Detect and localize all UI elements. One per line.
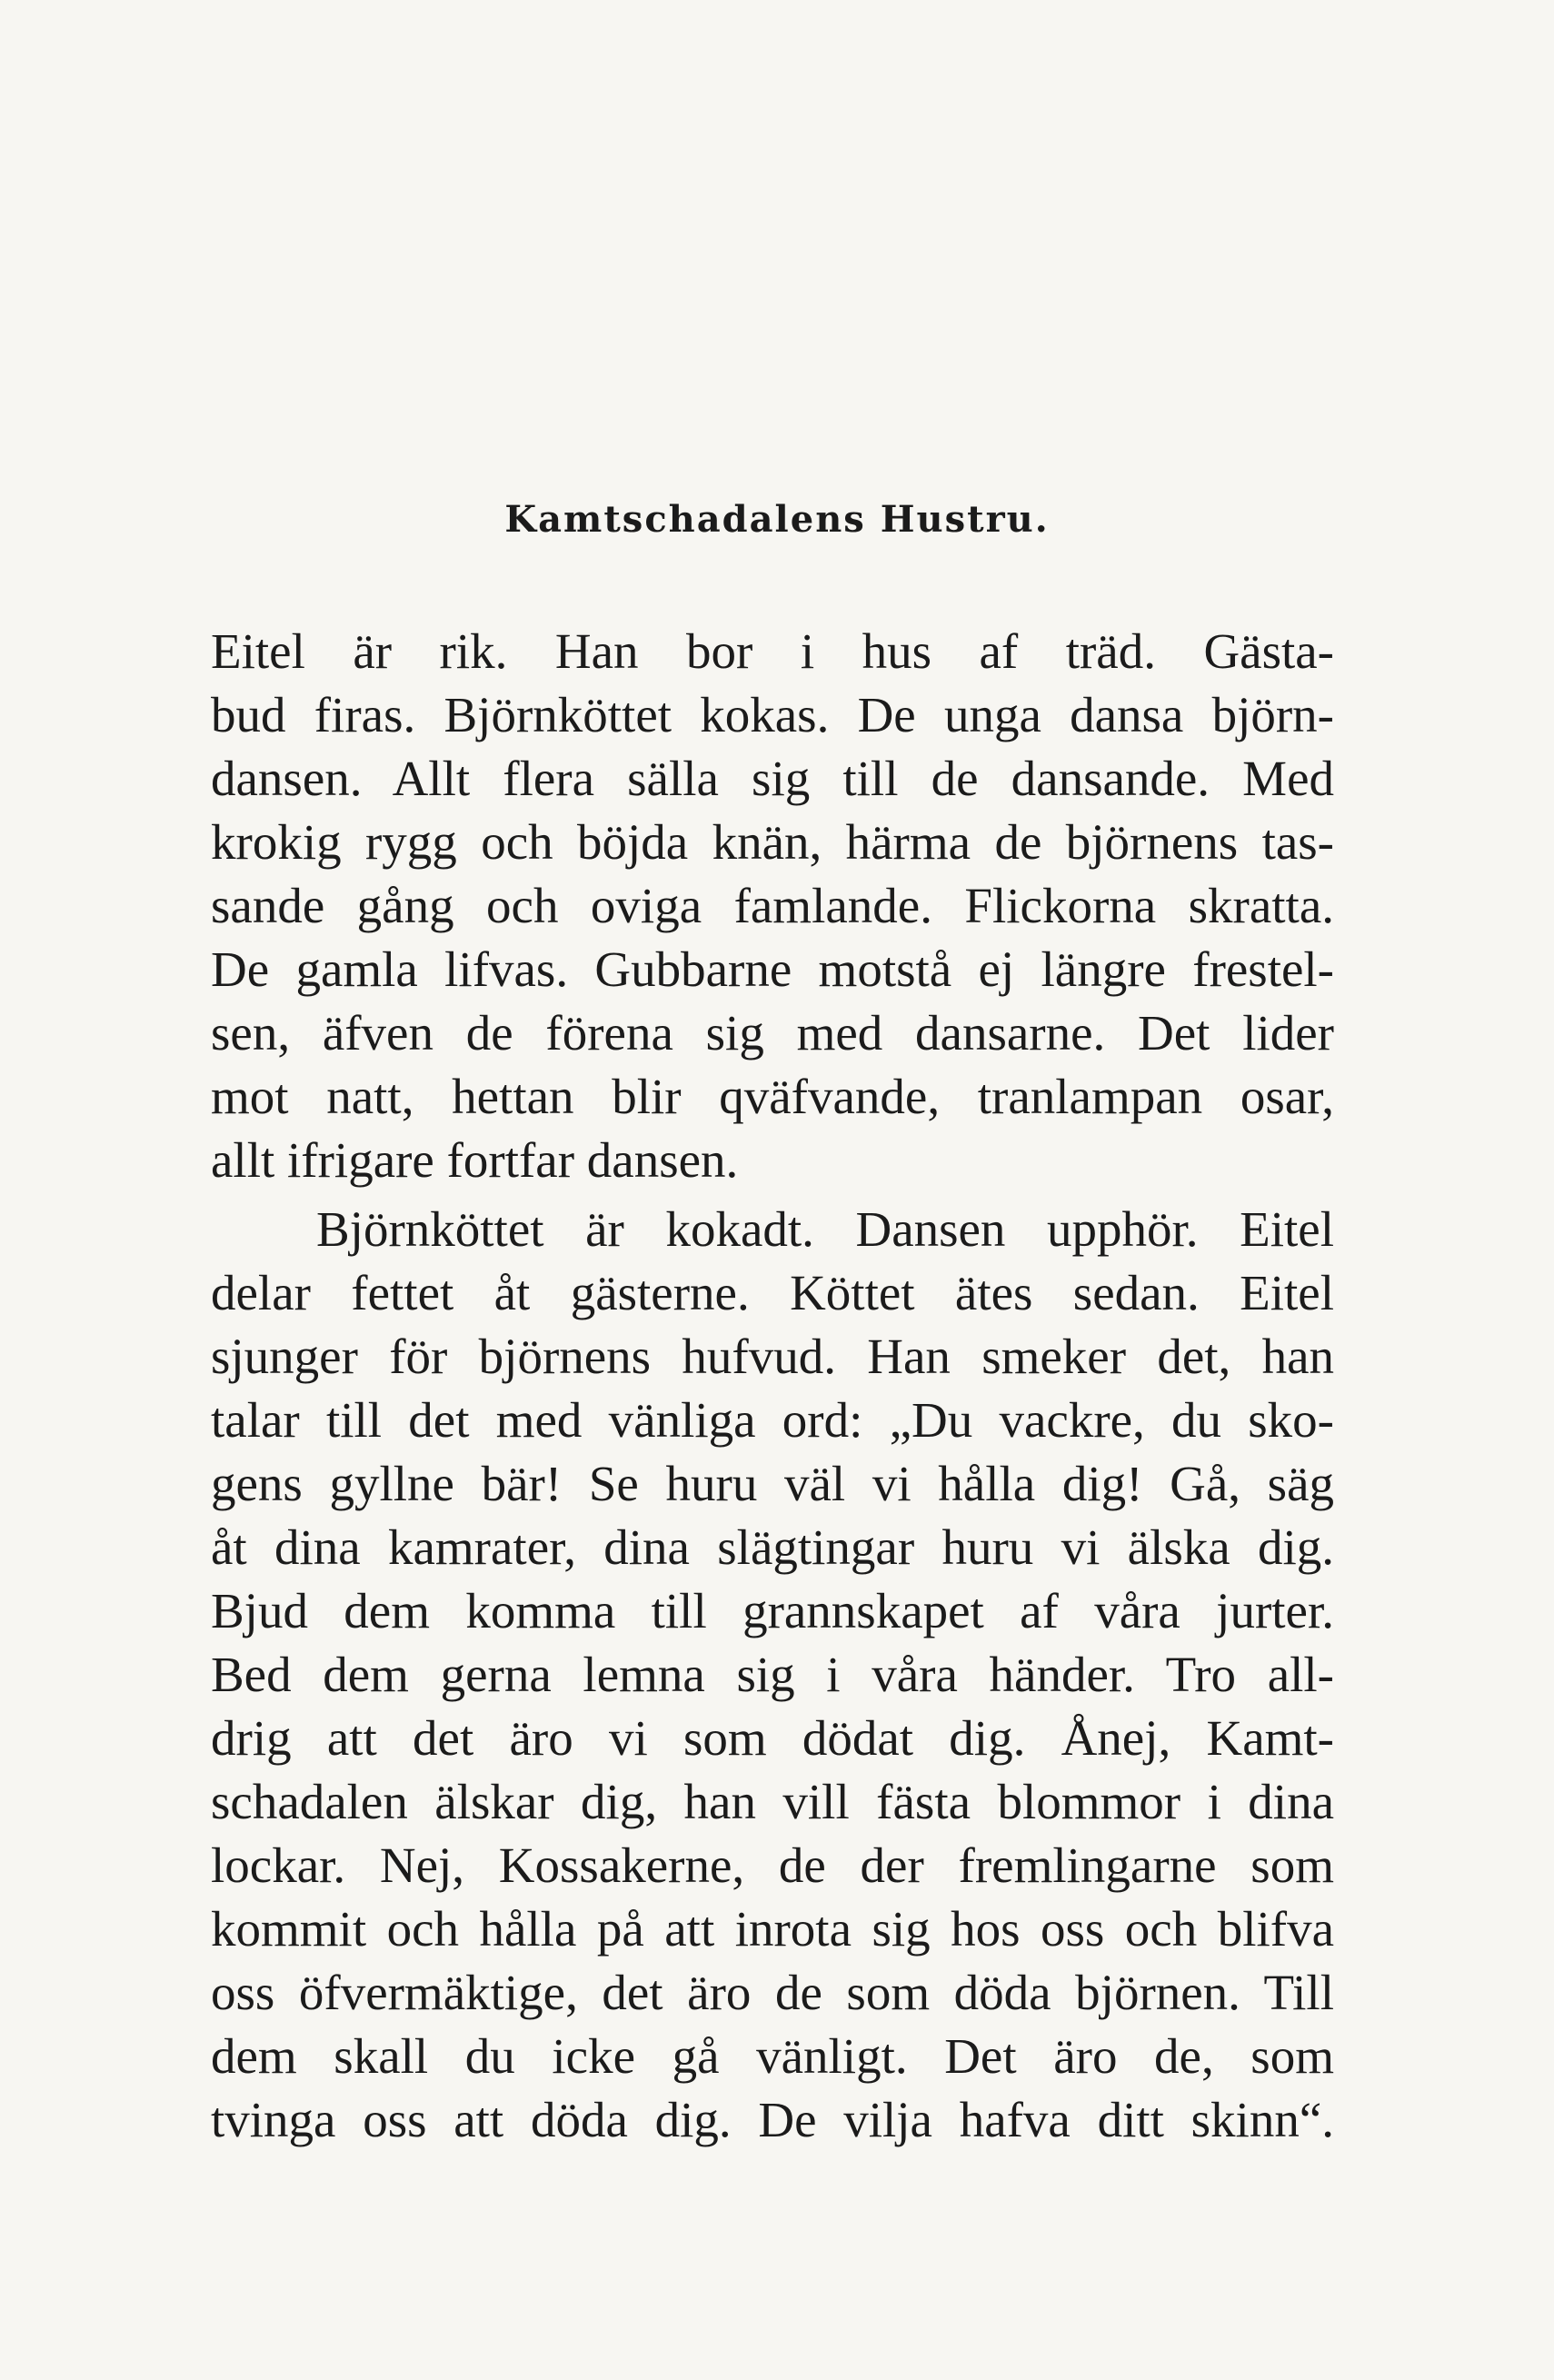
text-line: De gamla lifvas. Gubbarne motstå ej längre frestel- xyxy=(211,941,1334,997)
text-line: schadalen älskar dig, han vill fästa blommor i dina xyxy=(211,1774,1334,1829)
text-line: dem skall du icke gå vänligt. Det äro de, som xyxy=(211,2028,1334,2084)
text-line: mot natt, hettan blir qväfvande, tranlampan osar, xyxy=(211,1069,1334,1124)
text-line: lockar. Nej, Kossakerne, de der fremlingarne som xyxy=(211,1837,1334,1893)
text-line: bud firas. Björnköttet kokas. De unga dansa björn- xyxy=(211,687,1334,742)
text-line: kommit och hålla på att inrota sig hos oss och blifva xyxy=(211,1901,1334,1957)
text-line: delar fettet åt gästerne. Köttet ätes sedan. Eitel xyxy=(211,1265,1334,1320)
text-line: Bed dem gerna lemna sig i våra händer. Tro all- xyxy=(211,1647,1334,1702)
text-line: allt ifrigare fortfar dansen. xyxy=(211,1132,739,1188)
text-line: oss öfvermäktige, det äro de som döda björnen. Till xyxy=(211,1965,1334,2020)
text-line: Bjud dem komma till grannskapet af våra jurter. xyxy=(211,1583,1334,1638)
text-line: Eitel är rik. Han bor i hus af träd. Gästa- xyxy=(211,623,1334,679)
text-line: drig att det äro vi som dödat dig. Ånej, Kamt- xyxy=(211,1710,1334,1766)
text-line: åt dina kamrater, dina slägtingar huru vi älska dig. xyxy=(211,1519,1334,1575)
text-line: Björnköttet är kokadt. Dansen upphör. Eitel xyxy=(316,1201,1334,1257)
text-line: gens gyllne bär! Se huru väl vi hålla dig! Gå, säg xyxy=(211,1456,1334,1511)
text-line: sen, äfven de förena sig med dansarne. Det lider xyxy=(211,1005,1334,1061)
text-line: tvinga oss att döda dig. De vilja hafva ditt skinn“. xyxy=(211,2092,1334,2147)
text-line: dansen. Allt flera sälla sig till de dansande. Med xyxy=(211,751,1334,806)
text-line: sjunger för björnens hufvud. Han smeker det, han xyxy=(211,1329,1334,1384)
text-line: sande gång och oviga famlande. Flickorna skratta. xyxy=(211,878,1334,933)
chapter-title: Kamtschadalens Hustru. xyxy=(504,498,1050,541)
text-line: talar till det med vänliga ord: „Du vackre, du sko- xyxy=(211,1392,1334,1448)
text-line: krokig rygg och böjda knän, härma de björnens tas- xyxy=(211,814,1334,870)
